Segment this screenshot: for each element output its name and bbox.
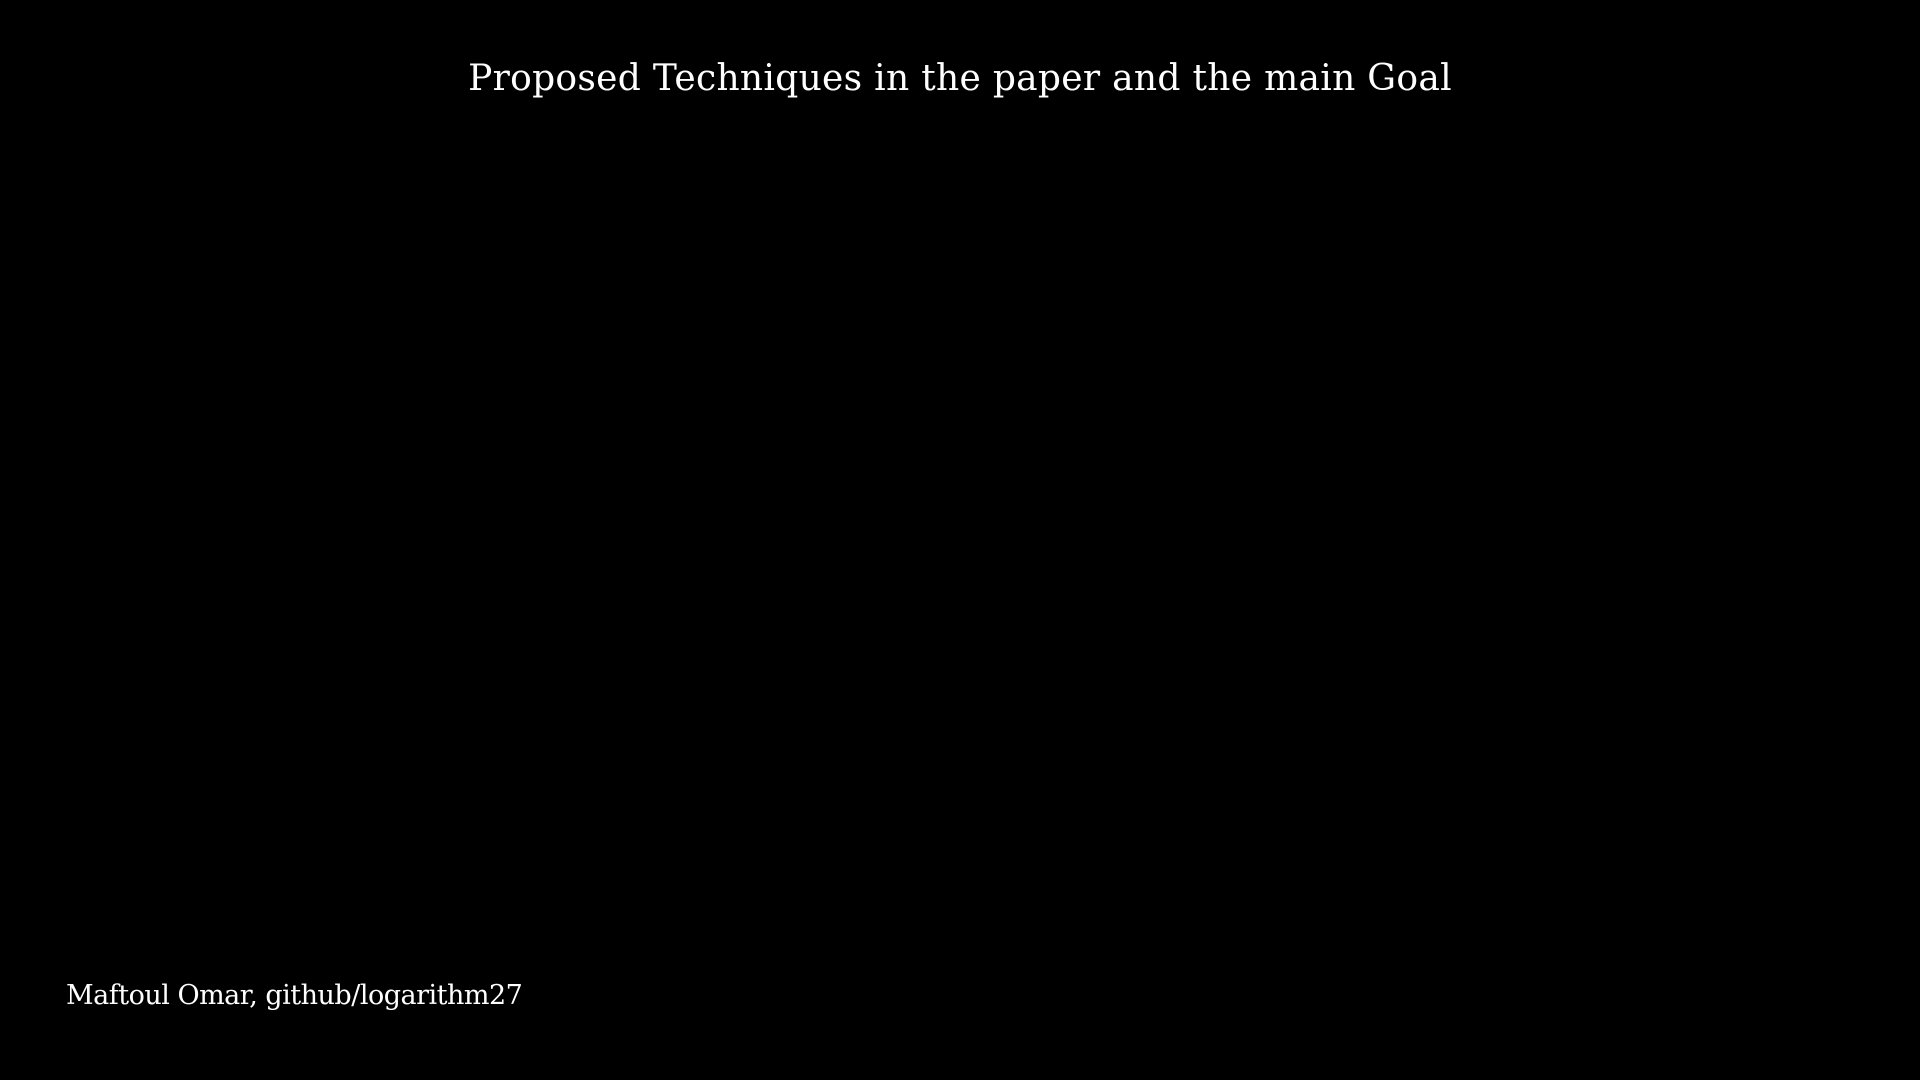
slide-title: Proposed Techniques in the paper and the main Goal <box>468 58 1452 99</box>
slide-footer-author: Maftoul Omar, github/logarithm27 <box>66 980 523 1011</box>
